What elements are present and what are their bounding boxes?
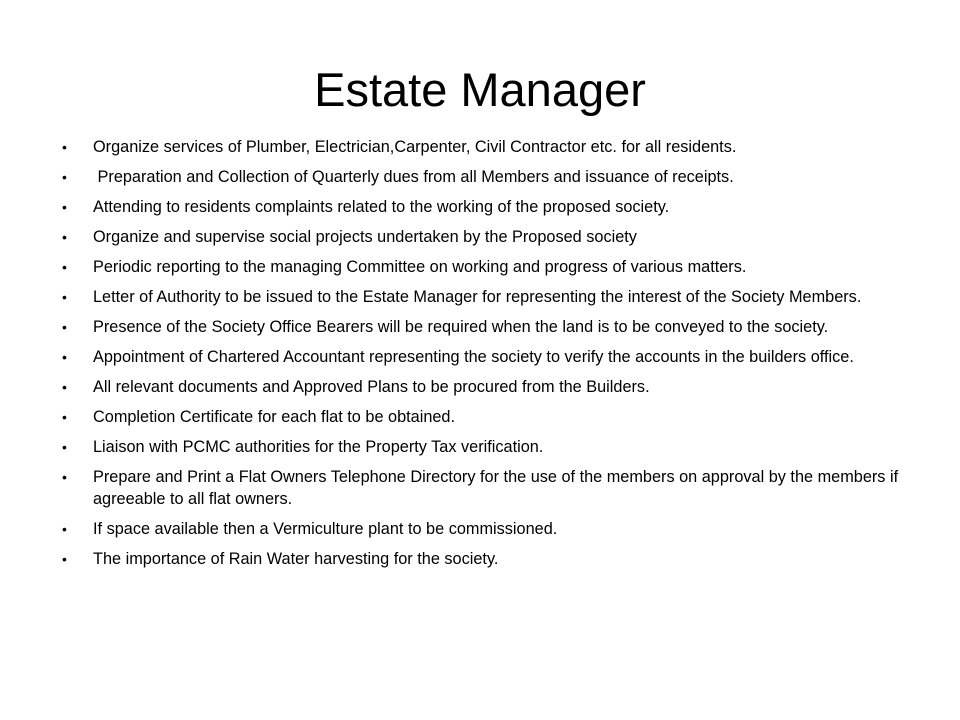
bullet-item xyxy=(58,376,904,398)
bullet-item xyxy=(58,196,904,218)
bullet-icon: • xyxy=(62,289,67,305)
slide-title: Estate Manager xyxy=(314,63,646,116)
bullet-text: All relevant documents and Approved Plans to be procured from the Builders. xyxy=(93,378,650,396)
bullet-text: Appointment of Chartered Accountant representing the society to verify the accounts in the builders office. xyxy=(93,348,854,366)
bullet-text: Preparation and Collection of Quarterly dues from all Members and issuance of receipts. xyxy=(93,168,734,186)
bullet-item xyxy=(58,518,904,540)
bullet-icon: • xyxy=(62,229,67,245)
bullet-item xyxy=(58,286,904,308)
bullet-item xyxy=(58,256,904,278)
bullet-text: Liaison with PCMC authorities for the Property Tax verification. xyxy=(93,438,544,456)
bullet-item xyxy=(58,436,904,458)
bullet-icon: • xyxy=(62,169,67,185)
bullet-item xyxy=(58,226,904,248)
bullet-item xyxy=(58,136,904,158)
bullet-item xyxy=(58,466,904,510)
bullet-text: If space available then a Vermiculture plant to be commissioned. xyxy=(93,520,558,538)
bullet-text: The importance of Rain Water harvesting for the society. xyxy=(93,550,499,568)
bullet-item xyxy=(58,346,904,368)
bullet-text: Letter of Authority to be issued to the Estate Manager for representing the interest of the Society Members. xyxy=(93,288,862,306)
bullet-icon: • xyxy=(62,319,67,335)
bullet-icon: • xyxy=(62,259,67,275)
bullet-icon: • xyxy=(62,521,67,537)
bullet-icon: • xyxy=(62,349,67,365)
bullet-item xyxy=(58,548,904,570)
bullet-icon: • xyxy=(62,439,67,455)
bullet-icon: • xyxy=(62,469,67,485)
bullet-text: Completion Certificate for each flat to be obtained. xyxy=(93,408,456,426)
bullet-text: Prepare and Print a Flat Owners Telephone Directory for the use of the members on approval by the members if agreeable to all flat owners. xyxy=(93,468,899,508)
bullet-text: Presence of the Society Office Bearers will be required when the land is to be conveyed to the society. xyxy=(93,318,829,336)
bullet-icon: • xyxy=(62,379,67,395)
bullet-icon: • xyxy=(62,551,67,567)
bullet-text: Organize services of Plumber, Electrician,Carpenter, Civil Contractor etc. for all residents. xyxy=(93,138,737,156)
bullet-text: Periodic reporting to the managing Committee on working and progress of various matters. xyxy=(93,258,747,276)
bullet-item xyxy=(58,316,904,338)
bullet-text: Attending to residents complaints related to the working of the proposed society. xyxy=(93,198,670,216)
bullet-text: Organize and supervise social projects undertaken by the Proposed society xyxy=(93,228,637,246)
bullet-list xyxy=(58,136,904,578)
bullet-icon: • xyxy=(62,409,67,425)
bullet-item xyxy=(58,406,904,428)
bullet-icon: • xyxy=(62,139,67,155)
bullet-item xyxy=(58,166,904,188)
bullet-icon: • xyxy=(62,199,67,215)
